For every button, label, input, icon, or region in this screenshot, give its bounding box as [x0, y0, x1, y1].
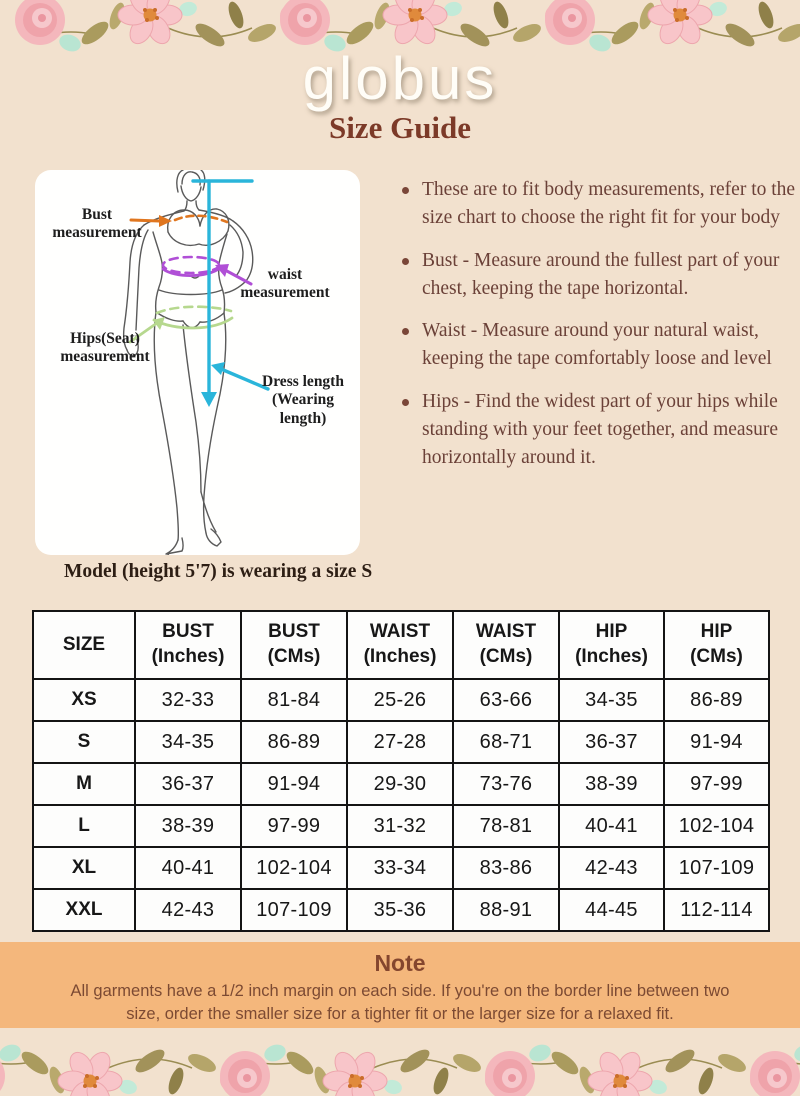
page-title: Size Guide — [328, 110, 472, 145]
instruction-item — [402, 247, 796, 304]
instruction-text: Hips - Find the widest part of your hips while standing with your feet together, and measure horizontally around it. — [422, 390, 779, 469]
size-cell: XS — [33, 679, 135, 721]
value-cell: 102-104 — [241, 847, 347, 889]
size-cell: XXL — [33, 889, 135, 931]
table-row — [33, 679, 769, 721]
note-body: All garments have a 1/2 inch margin on each side. If you're on the border line between two size, order the smaller size for a tighter fit or the larger size for a relaxed fit. — [70, 982, 730, 1024]
model-caption: Model (height 5'7) is wearing a size S — [64, 561, 373, 582]
table-row — [33, 805, 769, 847]
instruction-item — [402, 176, 796, 233]
instruction-item — [402, 317, 796, 374]
value-cell: 97-99 — [241, 805, 347, 847]
size-diagram-panel — [35, 170, 360, 555]
brand-logo: globus — [302, 45, 498, 112]
diagram-label-dress-length: Dress length (Wearing length) — [262, 373, 344, 427]
note-title: Note — [374, 950, 426, 976]
value-cell: 33-34 — [347, 847, 453, 889]
table-row — [33, 763, 769, 805]
column-header-waist-inches: WAIST (Inches) — [347, 611, 453, 679]
column-header-size: SIZE — [33, 611, 135, 679]
value-cell: 40-41 — [135, 847, 241, 889]
value-cell: 107-109 — [241, 889, 347, 931]
value-cell: 34-35 — [135, 721, 241, 763]
value-cell: 44-45 — [559, 889, 664, 931]
floral-pattern-bottom — [0, 1040, 800, 1096]
value-cell: 91-94 — [664, 721, 769, 763]
value-cell: 31-32 — [347, 805, 453, 847]
column-header-hip-inches: HIP (Inches) — [559, 611, 664, 679]
value-cell: 25-26 — [347, 679, 453, 721]
value-cell: 29-30 — [347, 763, 453, 805]
column-header-hip-cms: HIP (CMs) — [664, 611, 769, 679]
note-section — [0, 942, 800, 1028]
value-cell: 78-81 — [453, 805, 559, 847]
instruction-text: These are to fit body measurements, refer to the size chart to choose the right fit for your body — [422, 179, 796, 229]
bullet-icon — [402, 187, 409, 194]
value-cell: 36-37 — [135, 763, 241, 805]
table-row — [33, 847, 769, 889]
value-cell: 35-36 — [347, 889, 453, 931]
value-cell: 81-84 — [241, 679, 347, 721]
size-chart-table — [32, 610, 770, 932]
value-cell: 88-91 — [453, 889, 559, 931]
value-cell: 34-35 — [559, 679, 664, 721]
size-cell: S — [33, 721, 135, 763]
value-cell: 36-37 — [559, 721, 664, 763]
value-cell: 102-104 — [664, 805, 769, 847]
value-cell: 63-66 — [453, 679, 559, 721]
value-cell: 40-41 — [559, 805, 664, 847]
bullet-icon — [402, 258, 409, 265]
value-cell: 32-33 — [135, 679, 241, 721]
bullet-icon — [402, 399, 409, 406]
value-cell: 107-109 — [664, 847, 769, 889]
column-header-bust-cms: BUST (CMs) — [241, 611, 347, 679]
value-cell: 86-89 — [664, 679, 769, 721]
size-cell: XL — [33, 847, 135, 889]
diagram-label-hips: Hips(Seat) measurement — [60, 330, 150, 366]
value-cell: 112-114 — [664, 889, 769, 931]
diagram-label-waist: waist measurement — [240, 266, 330, 302]
floral-bottom-border — [0, 1040, 800, 1096]
measurement-instructions — [402, 176, 796, 486]
value-cell: 73-76 — [453, 763, 559, 805]
instruction-text: Waist - Measure around your natural waist, keeping the tape comfortably loose and level — [422, 320, 772, 370]
table-row — [33, 889, 769, 931]
value-cell: 27-28 — [347, 721, 453, 763]
size-cell: L — [33, 805, 135, 847]
bullet-icon — [402, 328, 409, 335]
instruction-item — [402, 388, 796, 473]
value-cell: 86-89 — [241, 721, 347, 763]
instruction-text: Bust - Measure around the fullest part of your chest, keeping the tape horizontal. — [422, 249, 780, 299]
value-cell: 38-39 — [559, 763, 664, 805]
size-cell: M — [33, 763, 135, 805]
column-header-bust-inches: BUST (Inches) — [135, 611, 241, 679]
diagram-label-bust: Bust measurement — [52, 206, 142, 242]
value-cell: 38-39 — [135, 805, 241, 847]
value-cell: 42-43 — [559, 847, 664, 889]
column-header-waist-cms: WAIST (CMs) — [453, 611, 559, 679]
value-cell: 97-99 — [664, 763, 769, 805]
table-header-row — [33, 611, 769, 679]
table-row — [33, 721, 769, 763]
value-cell: 68-71 — [453, 721, 559, 763]
value-cell: 83-86 — [453, 847, 559, 889]
value-cell: 42-43 — [135, 889, 241, 931]
value-cell: 91-94 — [241, 763, 347, 805]
